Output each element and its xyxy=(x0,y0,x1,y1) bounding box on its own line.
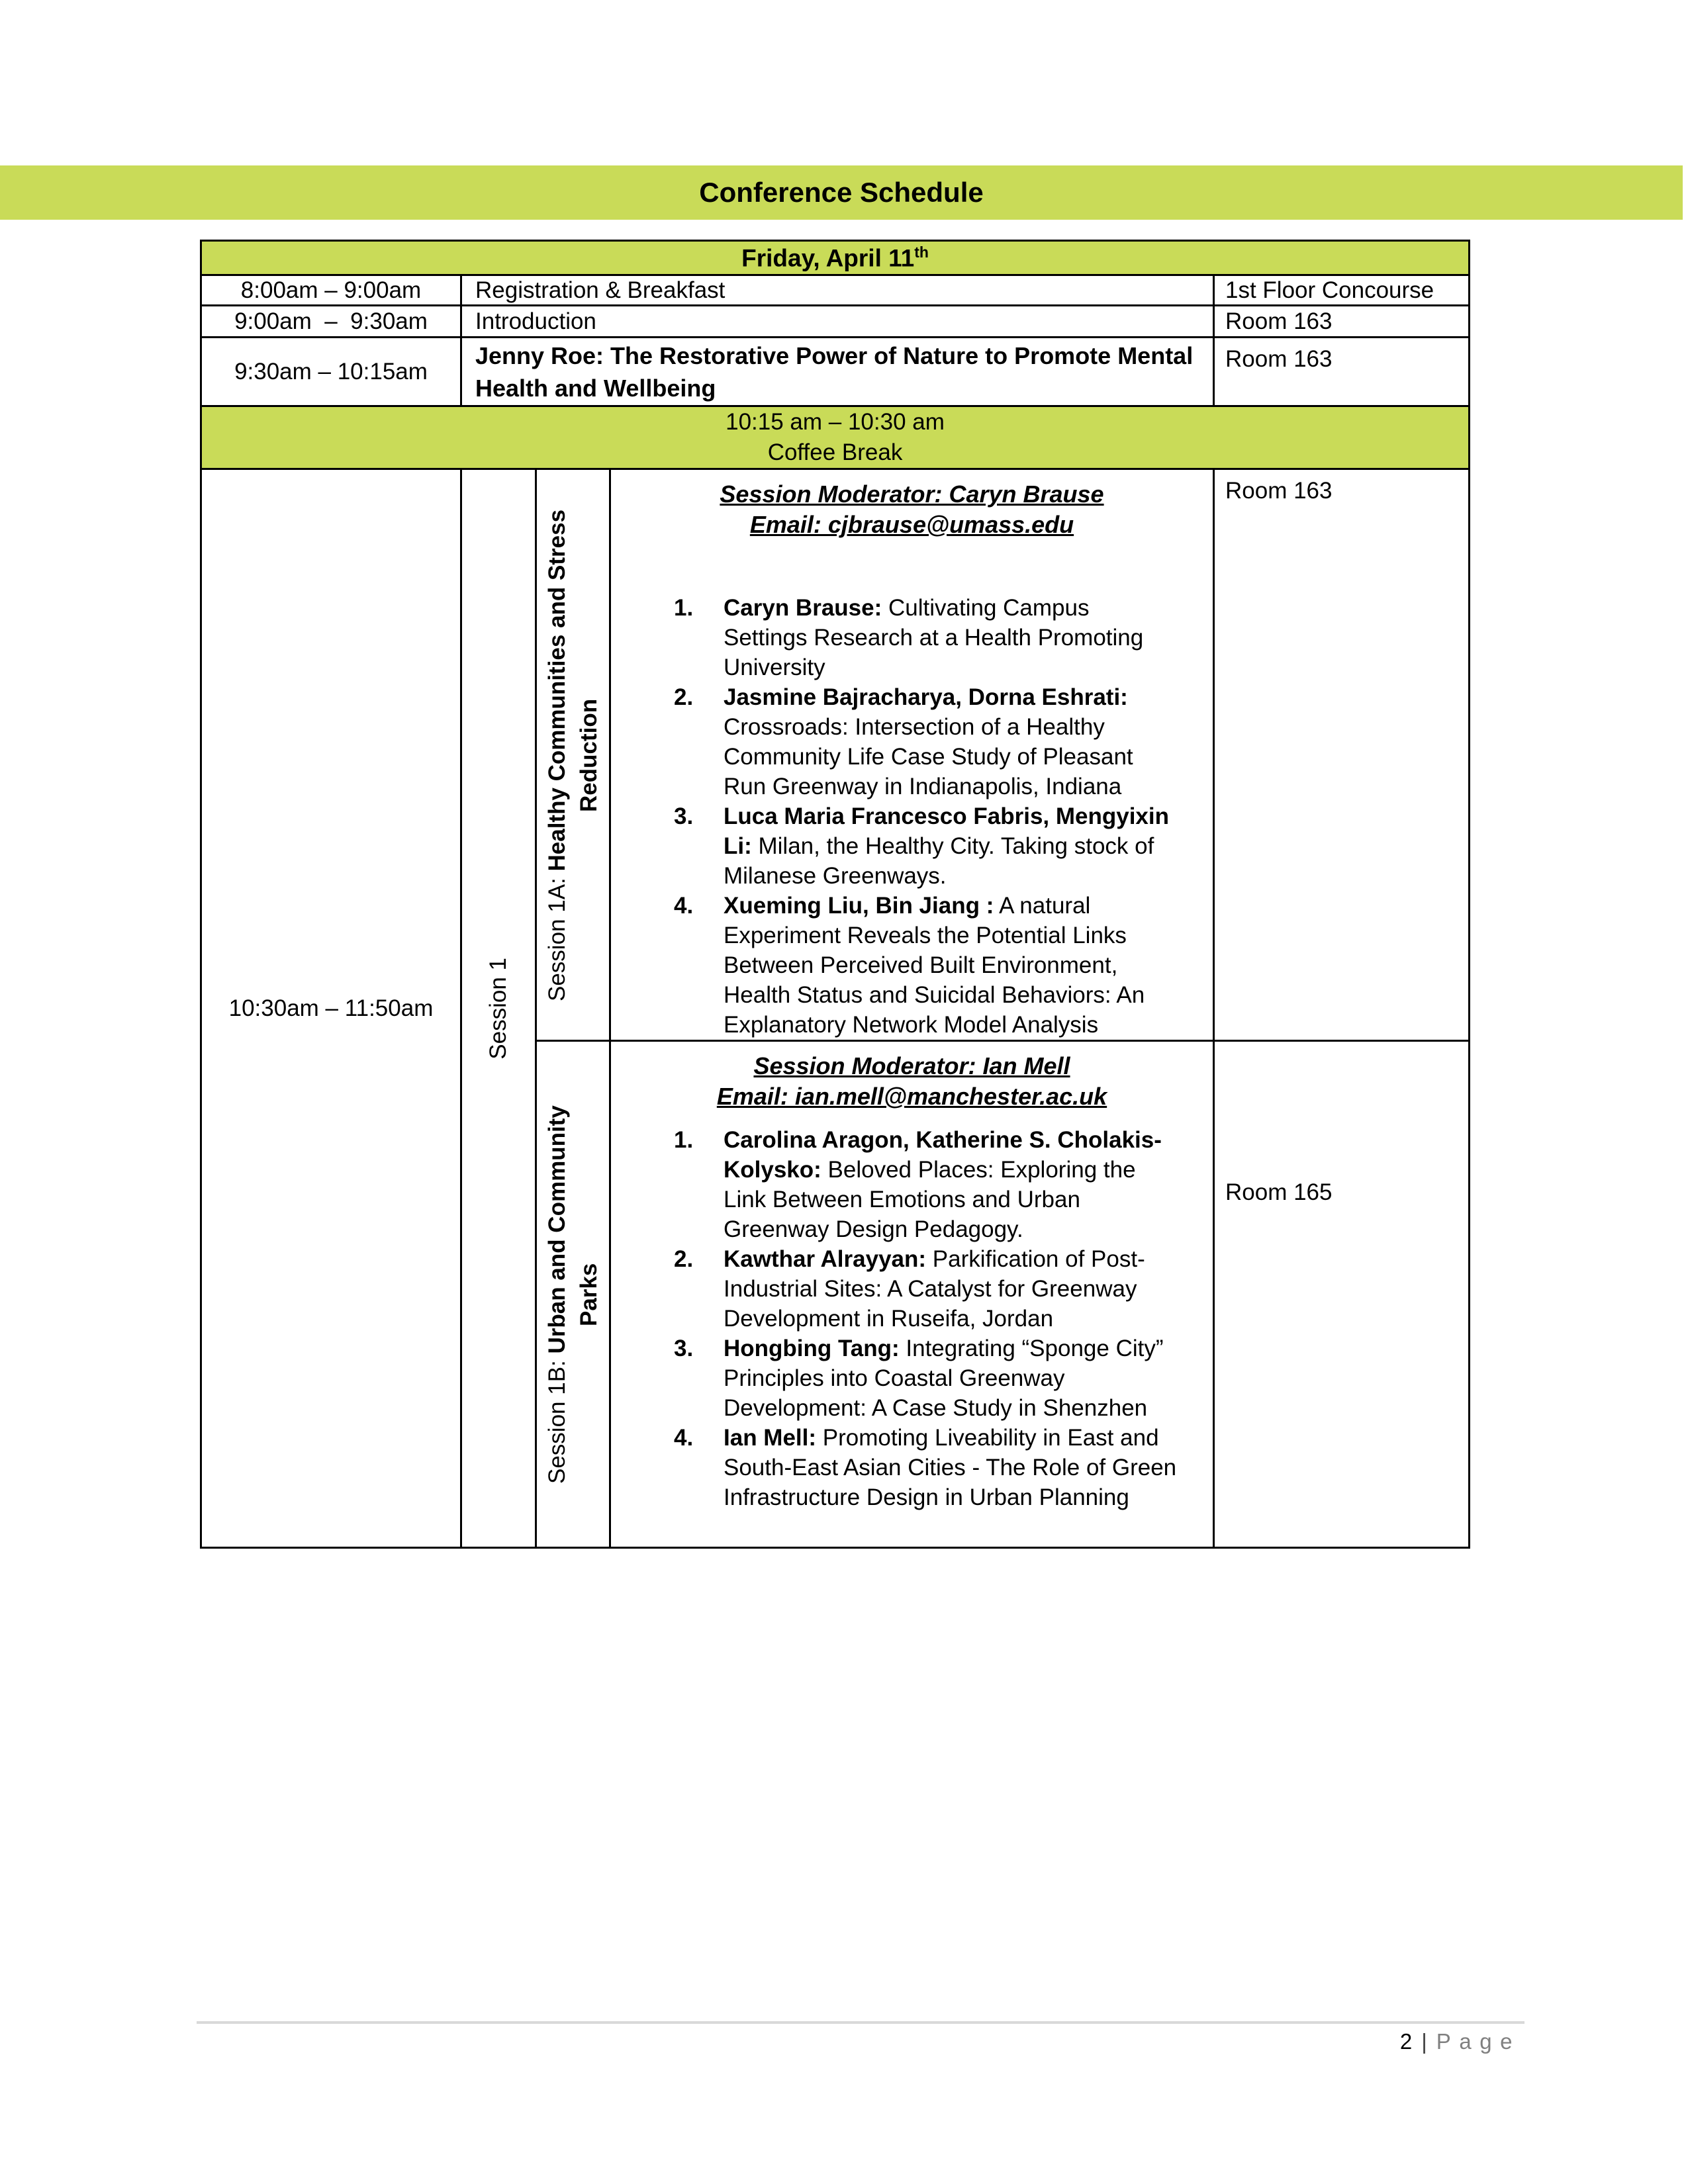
day-header-text: Friday, April 11 xyxy=(741,244,915,272)
event-cell: Registration & Breakfast xyxy=(461,275,1214,306)
session-1-vertical-label: Session 1 xyxy=(485,957,511,1060)
session-1b-content-cell xyxy=(610,1041,1214,1548)
talk-text: Luca Maria Francesco Fabris, Mengyixin Li: Milan, the Healthy City. Taking stock of Milanese Greenways. xyxy=(724,803,1169,889)
table-row-introduction xyxy=(201,306,1470,338)
session-1b-topic-line1: Urban and Community xyxy=(543,1105,570,1353)
talk-item: 4. Xueming Liu, Bin Jiang : A natural Experiment Reveals the Potential Links Between Perceived Built Environment, Health Status and Suicidal Behaviors: An Explanatory Network Model Analysis xyxy=(611,891,1213,1040)
keynote-title: Jenny Roe: The Restorative Power of Nature to Promote Mental Health and Wellbeing xyxy=(461,338,1214,406)
talk-text: Ian Mell: Promoting Liveability in East and South-East Asian Cities - The Role of Green Infrastructure Design in Urban Planning xyxy=(724,1425,1177,1510)
time-cell: 9:00am – 9:30am xyxy=(201,306,461,338)
talk-item: 1. Caryn Brause: Cultivating Campus Settings Research at a Health Promoting University xyxy=(611,593,1213,682)
talk-text: Carolina Aragon, Katherine S. Cholakis-Kolysko: Beloved Places: Exploring the Link Between Emotions and Urban Greenway Design Pedagogy. xyxy=(724,1127,1162,1242)
talk-item: 3. Luca Maria Francesco Fabris, Mengyixin Li: Milan, the Healthy City. Taking stock of Milanese Greenways. xyxy=(611,801,1213,891)
session-1a-topic-line2: Reduction xyxy=(575,698,602,812)
session-1a-label-cell xyxy=(536,469,610,1041)
session-1a-topic-line1: Healthy Communities and Stress xyxy=(543,508,570,871)
session-1b-topic-line2: Parks xyxy=(575,1262,602,1326)
session-1-label-cell xyxy=(461,469,536,1548)
talk-item: 3. Hongbing Tang: Integrating “Sponge City” Principles into Coastal Greenway Development: A Case Study in Shenzhen xyxy=(611,1334,1213,1423)
page-number: 2 xyxy=(1399,2029,1413,2054)
session-1a-vertical-label xyxy=(541,490,605,1020)
day-header-row xyxy=(201,241,1470,275)
time-cell: 9:30am – 10:15am xyxy=(201,338,461,406)
session-1a-moderator: Session Moderator: Caryn Brause xyxy=(720,480,1104,508)
session-1b-prefix: Session 1B: xyxy=(543,1353,570,1484)
page-footer xyxy=(197,2029,1521,2054)
room-cell: 1st Floor Concourse xyxy=(1214,275,1470,306)
footer-page-label: Page xyxy=(1436,2029,1521,2054)
time-cell: 8:00am – 9:00am xyxy=(201,275,461,306)
talk-item: 2. Jasmine Bajracharya, Dorna Eshrati: Crossroads: Intersection of a Healthy Community Life Case Study of Pleasant Run Greenway in Indianapolis, Indiana xyxy=(611,682,1213,801)
room-cell: Room 163 xyxy=(1214,338,1470,406)
talk-text: Kawthar Alrayyan: Parkification of Post-Industrial Sites: A Catalyst for Greenway Development in Ruseifa, Jordan xyxy=(724,1246,1145,1332)
room-cell-session-1b: Room 165 xyxy=(1214,1041,1470,1548)
talk-item: 4. Ian Mell: Promoting Liveability in East and South-East Asian Cities - The Role of Green Infrastructure Design in Urban Planning xyxy=(611,1423,1213,1512)
event-cell: Introduction xyxy=(461,306,1214,338)
room-cell: Room 163 xyxy=(1214,306,1470,338)
footer-divider xyxy=(197,2021,1524,2024)
session-1b-moderator: Session Moderator: Ian Mell xyxy=(753,1052,1070,1079)
day-header-cell xyxy=(201,241,1470,275)
session-1b-moderator-email: Email: ian.mell@manchester.ac.uk xyxy=(716,1083,1107,1110)
talk-item: 2. Kawthar Alrayyan: Parkification of Post-Industrial Sites: A Catalyst for Greenway Development in Ruseifa, Jordan xyxy=(611,1244,1213,1334)
table-row-session-1a xyxy=(201,469,1470,1041)
table-row-keynote xyxy=(201,338,1470,406)
coffee-break-label: Coffee Break xyxy=(767,439,903,465)
page-title: Conference Schedule xyxy=(699,177,984,208)
talk-item: 1. Carolina Aragon, Katherine S. Cholakis-Kolysko: Beloved Places: Exploring the Link Between Emotions and Urban Greenway Design Pedagogy. xyxy=(611,1125,1213,1244)
day-header-superscript: th xyxy=(914,243,929,261)
room-cell-session-1a: Room 163 xyxy=(1214,469,1470,1041)
title-banner xyxy=(0,165,1683,220)
talk-text: Hongbing Tang: Integrating “Sponge City” Principles into Coastal Greenway Development: A Case Study in Shenzhen xyxy=(724,1336,1164,1421)
session-1a-prefix: Session 1A: xyxy=(543,870,570,1001)
time-cell-session-1: 10:30am – 11:50am xyxy=(201,469,461,1548)
talk-text: Xueming Liu, Bin Jiang : A natural Experiment Reveals the Potential Links Between Perceived Built Environment, Health Status and Suicidal Behaviors: An Explanatory Network Model Analysis xyxy=(724,893,1145,1038)
session-1a-content-cell xyxy=(610,469,1214,1041)
table-row-coffee-break xyxy=(201,406,1470,469)
session-1b-vertical-label xyxy=(541,1089,605,1500)
coffee-break-time: 10:15 am – 10:30 am xyxy=(726,409,945,435)
coffee-break-cell xyxy=(201,406,1470,469)
conference-schedule-table xyxy=(200,240,1470,1549)
talk-text: Caryn Brause: Cultivating Campus Settings Research at a Health Promoting University xyxy=(724,595,1144,680)
session-1a-moderator-email: Email: cjbrause@umass.edu xyxy=(749,511,1074,538)
table-row-registration xyxy=(201,275,1470,306)
footer-separator: | xyxy=(1421,2029,1427,2054)
talk-text: Jasmine Bajracharya, Dorna Eshrati: Crossroads: Intersection of a Healthy Community Life Case Study of Pleasant Run Greenway in Indianapolis, Indiana xyxy=(724,684,1133,799)
session-1b-label-cell xyxy=(536,1041,610,1548)
